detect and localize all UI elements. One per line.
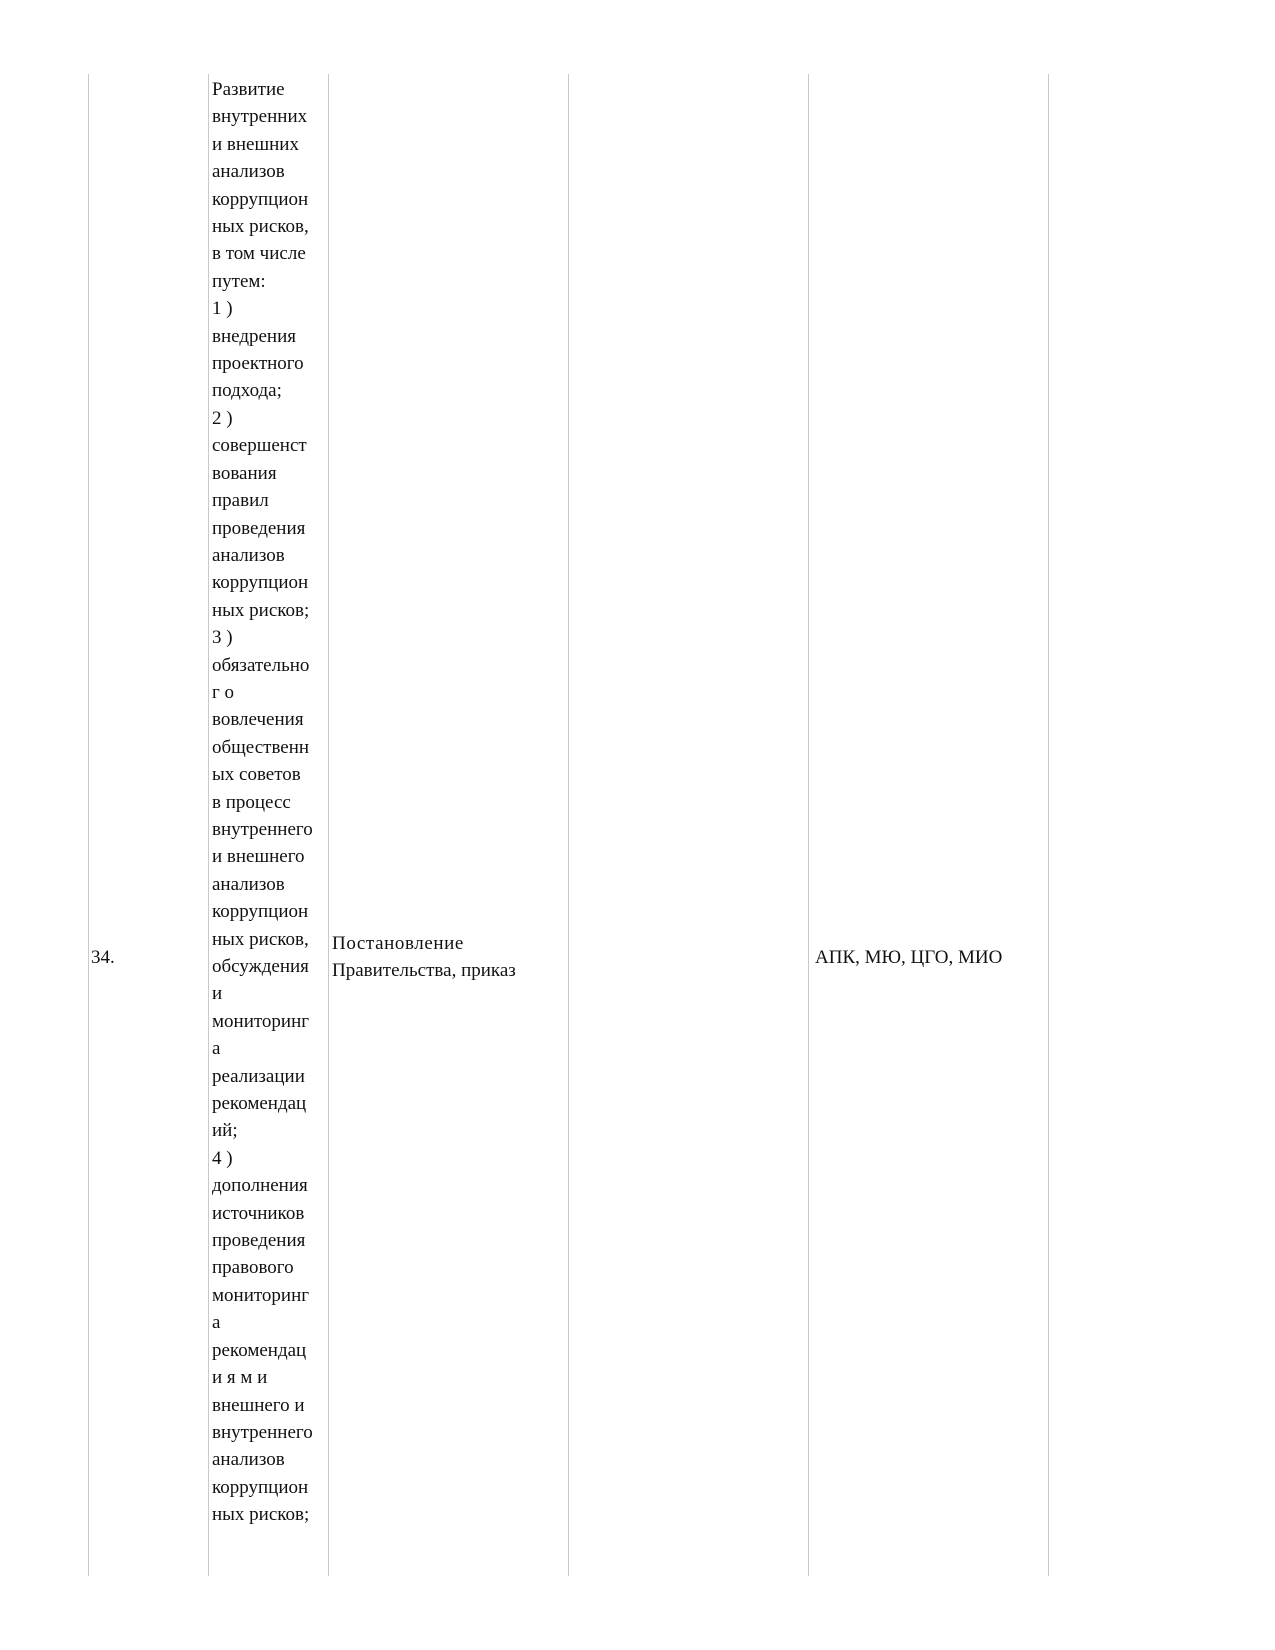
measure-line: коррупцион (212, 188, 309, 210)
measure-line: реализации (212, 1065, 305, 1087)
measure-line: источников (212, 1202, 305, 1224)
column-border (568, 74, 569, 1576)
measure-line: г о (212, 681, 235, 703)
measure-line: вования (212, 462, 277, 484)
measure-line: внутреннего (212, 818, 313, 840)
measure-line: 2 ) (212, 407, 233, 429)
measure-line: внешнего и (212, 1394, 305, 1416)
measure-line: и внешнего (212, 846, 305, 868)
measure-line: и внешних (212, 133, 299, 155)
measure-line: в том числе (212, 243, 306, 265)
measure-line: ных рисков; (212, 1504, 310, 1526)
measure-line: Развитие (212, 79, 285, 100)
measure-line: а (212, 1312, 221, 1334)
measure-line: проектного (212, 353, 304, 375)
measure-line: ий; (212, 1120, 238, 1142)
measure-line: общественн (212, 736, 310, 758)
measure-line: 3 ) (212, 627, 233, 649)
completion-form-line: Правительства, приказ (332, 960, 516, 982)
column-border (808, 74, 809, 1576)
measure-line: ных рисков, (212, 928, 309, 950)
completion-form (332, 930, 572, 985)
measure-line: внедрения (212, 325, 296, 347)
measure-line: ых советов (212, 764, 301, 786)
measure-line: коррупцион (212, 901, 309, 923)
completion-form-line: Постановление (332, 933, 464, 954)
measure-text (212, 76, 330, 1529)
measure-line: анализов (212, 873, 285, 895)
measure-line: анализов (212, 1449, 285, 1471)
measure-line: путем: (212, 270, 266, 292)
measure-line: и (212, 983, 223, 1005)
measure-line: а (212, 1038, 221, 1060)
measure-line: анализов (212, 161, 285, 183)
measure-line: 1 ) (212, 298, 233, 320)
measure-line: и я м и (212, 1367, 268, 1389)
measure-line: совершенст (212, 435, 307, 457)
measure-line: правового (212, 1257, 294, 1279)
measure-line: правил (212, 490, 269, 512)
measure-line: внутреннего (212, 1421, 313, 1443)
column-border (208, 74, 209, 1576)
measure-line: мониторинг (212, 1284, 310, 1306)
measure-line: обсуждения (212, 956, 309, 977)
column-border (1048, 74, 1049, 1576)
measure-line: вовлечения (212, 709, 304, 731)
measure-line: коррупцион (212, 572, 309, 594)
measure-line: мониторинг (212, 1010, 310, 1032)
responsible-agencies: АПК, МЮ, ЦГО, МИО (815, 947, 1003, 968)
measure-line: проведения (212, 517, 306, 539)
measure-line: 4 ) (212, 1147, 233, 1169)
measure-line: в процесс (212, 791, 291, 813)
measure-line: рекомендац (212, 1093, 307, 1115)
measure-line: ных рисков, (212, 216, 309, 238)
measure-line: обязательно (212, 654, 310, 676)
row-number: 34. (91, 947, 115, 968)
column-border (88, 74, 89, 1576)
measure-line: внутренних (212, 106, 308, 128)
measure-line: дополнения (212, 1175, 308, 1197)
measure-line: проведения (212, 1230, 306, 1252)
measure-line: подхода; (212, 380, 282, 402)
measure-line: коррупцион (212, 1476, 309, 1498)
measure-line: рекомендац (212, 1339, 307, 1361)
measure-line: ных рисков; (212, 599, 310, 621)
measure-line: анализов (212, 544, 285, 566)
